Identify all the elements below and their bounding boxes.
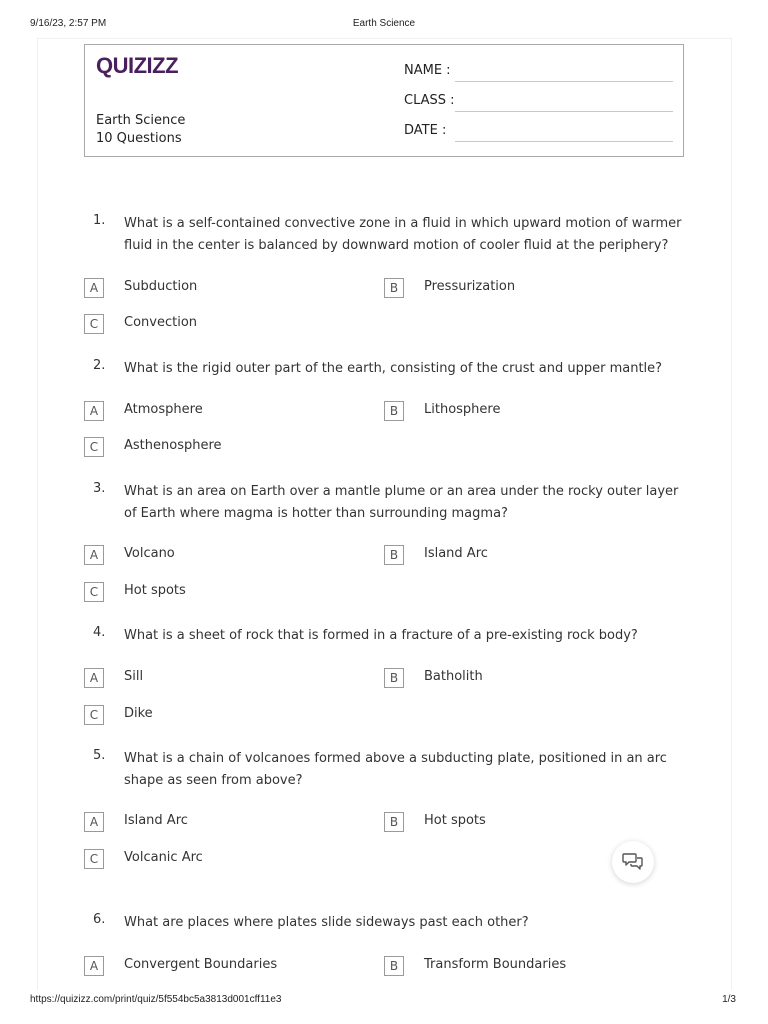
option-text: Pressurization	[424, 279, 516, 294]
print-header	[0, 18, 768, 32]
question-count: 10 Questions	[96, 131, 182, 146]
date-field-line	[455, 141, 673, 142]
option-letter-box: A	[84, 956, 104, 976]
print-datetime: 9/16/23, 2:57 PM	[30, 18, 107, 29]
option-letter-box: C	[84, 437, 104, 457]
option-letter-box: A	[84, 278, 104, 298]
option-letter-box: C	[84, 705, 104, 725]
quiz-title: Earth Science	[96, 113, 186, 128]
option-text: Island Arc	[424, 546, 488, 561]
question-number: 1.	[93, 213, 106, 228]
option-letter-box: A	[84, 812, 104, 832]
question-number: 6.	[93, 912, 106, 927]
question-text: What are places where plates slide sideways past each other?	[124, 915, 529, 930]
print-page-number: 1/3	[722, 994, 736, 1005]
question-number: 3.	[93, 481, 106, 496]
question-number: 5.	[93, 748, 106, 763]
option-letter-box: C	[84, 849, 104, 869]
class-label: CLASS :	[404, 93, 455, 108]
option-text: Lithosphere	[424, 402, 501, 417]
question-text: What is a sheet of rock that is formed in a fracture of a pre-existing rock body?	[124, 628, 638, 643]
question-text: What is an area on Earth over a mantle plume or an area under the rocky outer layer of Earth where magma is hotter than surrounding magma?	[124, 484, 679, 521]
option-letter-box: C	[84, 314, 104, 334]
option-letter-box: B	[384, 278, 404, 298]
class-field-line	[455, 111, 673, 112]
option-letter-box: A	[84, 668, 104, 688]
option-text: Atmosphere	[124, 402, 203, 417]
date-label: DATE :	[404, 123, 447, 138]
print-title: Earth Science	[352, 18, 416, 29]
option-text: Sill	[124, 669, 144, 684]
option-text: Batholith	[424, 669, 483, 684]
question-text: What is a chain of volcanoes formed above a subducting plate, positioned in an arc shape as seen from above?	[124, 751, 667, 788]
chat-button[interactable]	[612, 841, 654, 883]
print-url: https://quizizz.com/print/quiz/5f554bc5a3813d001cff11e3	[30, 994, 282, 1005]
option-letter-box: B	[384, 956, 404, 976]
name-label: NAME :	[404, 63, 451, 78]
option-text: Island Arc	[124, 813, 188, 828]
print-footer	[0, 994, 768, 1008]
option-text: Hot spots	[424, 813, 486, 828]
option-letter-box: B	[384, 545, 404, 565]
option-letter-box: B	[384, 668, 404, 688]
option-text: Asthenosphere	[124, 438, 222, 453]
option-text: Volcano	[124, 546, 175, 561]
option-text: Convergent Boundaries	[124, 957, 278, 972]
option-letter-box: B	[384, 401, 404, 421]
option-text: Transform Boundaries	[424, 957, 567, 972]
option-text: Subduction	[124, 279, 198, 294]
option-text: Dike	[124, 706, 153, 721]
option-letter-box: B	[384, 812, 404, 832]
question-number: 2.	[93, 358, 106, 373]
chat-bubbles-icon	[622, 852, 644, 872]
option-letter-box: C	[84, 582, 104, 602]
option-text: Volcanic Arc	[124, 850, 203, 865]
option-text: Convection	[124, 315, 198, 330]
question-number: 4.	[93, 625, 106, 640]
quiz-header-box	[84, 44, 684, 157]
option-letter-box: A	[84, 401, 104, 421]
question-text: What is a self-contained convective zone in a fluid in which upward motion of warmer fluid in the center is balanced by downward motion of cooler fluid at the periphery?	[124, 216, 682, 253]
question-text: What is the rigid outer part of the earth, consisting of the crust and upper mantle?	[124, 361, 663, 376]
option-letter-box: A	[84, 545, 104, 565]
quizizz-logo: QUIZIZZ	[96, 53, 179, 78]
name-field-line	[455, 81, 673, 82]
option-text: Hot spots	[124, 583, 186, 598]
